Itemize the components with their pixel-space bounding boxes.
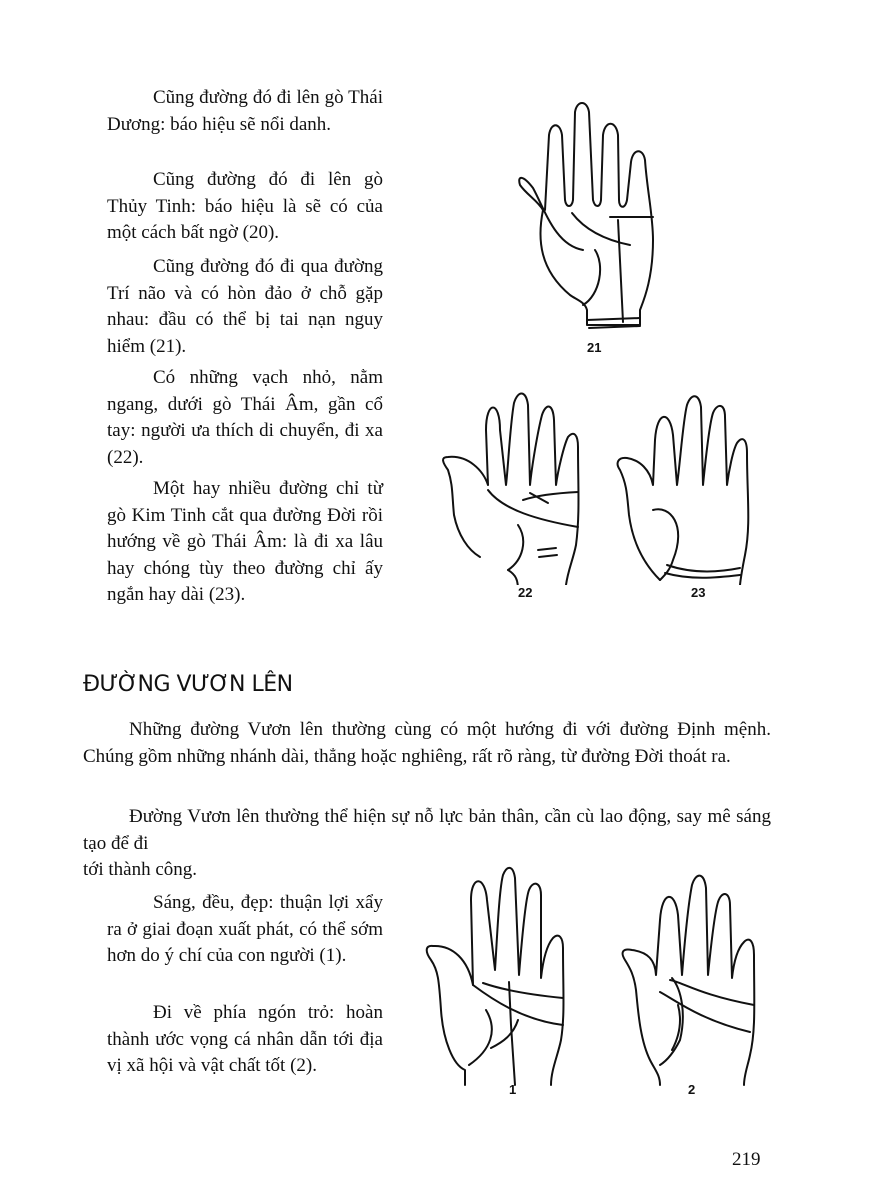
figure-label: 1 bbox=[509, 1082, 517, 1097]
paragraph-effort-end: tới thành công. bbox=[83, 859, 197, 880]
figure-label: 23 bbox=[691, 585, 706, 600]
paragraph-thai-duong: Cũng đường đó đi lên gò Thái Dương: báo hiệu sẽ nổi danh. bbox=[107, 87, 383, 135]
section-heading: ĐƯỜNG VƯƠN LÊN bbox=[83, 672, 293, 697]
paragraph-thai-am: Có những vạch nhỏ, nằm ngang, dưới gò Thái Âm, gần cổ tay: người ưa thích di chuyển, đi xa (22). bbox=[107, 367, 383, 468]
palm-drawing-icon bbox=[615, 385, 765, 585]
paragraph-index-finger: Đi về phía ngón trỏ: hoàn thành ước vọng cá nhân dẫn tới địa vị xã hội và vật chất tốt (2). bbox=[107, 1002, 383, 1076]
figure-label: 22 bbox=[518, 585, 533, 600]
figure-label: 21 bbox=[587, 340, 602, 355]
paragraph-thuy-tinh: Cũng đường đó đi lên gò Thủy Tinh: báo hiệu là sẽ có của một cách bất ngờ (20). bbox=[107, 169, 383, 243]
figure-23 bbox=[615, 385, 765, 600]
paragraph-effort: Đường Vươn lên thường thể hiện sự nỗ lực bản thân, cần cù lao động, say mê sáng tạo để đi bbox=[83, 806, 771, 854]
paragraph-kim-tinh: Một hay nhiều đường chỉ từ gò Kim Tinh cắt qua đường Đời rồi hướng về gò Thái Âm: là đi xa lâu hay chóng tùy theo đường chỉ ấy ngắn hay dài (23). bbox=[107, 478, 383, 605]
page-number: 219 bbox=[732, 1149, 761, 1170]
palm-drawing-icon bbox=[423, 860, 573, 1090]
paragraph-tri-nao: Cũng đường đó đi qua đường Trí não và có hòn đảo ở chỗ gặp nhau: đầu có thể bị tai nạn nguy hiểm (21). bbox=[107, 256, 383, 357]
paragraph-intro: Những đường Vươn lên thường cùng có một hướng đi với đường Định mệnh. Chúng gồm những nhánh dài, thẳng hoặc nghiêng, rất rõ ràng, từ đường Đời thoát ra. bbox=[83, 719, 771, 767]
figure-1 bbox=[423, 860, 573, 1097]
palm-drawing-icon bbox=[438, 385, 588, 585]
paragraph-bright: Sáng, đều, đẹp: thuận lợi xẩy ra ở giai đoạn xuất phát, có thể sớm hơn do ý chí của con người (1). bbox=[107, 892, 383, 966]
figure-22 bbox=[438, 385, 588, 600]
palm-drawing-icon bbox=[620, 860, 770, 1090]
figure-21 bbox=[515, 90, 665, 355]
figure-label: 2 bbox=[688, 1082, 696, 1097]
figure-2 bbox=[620, 860, 770, 1097]
palm-drawing-icon bbox=[515, 90, 665, 340]
